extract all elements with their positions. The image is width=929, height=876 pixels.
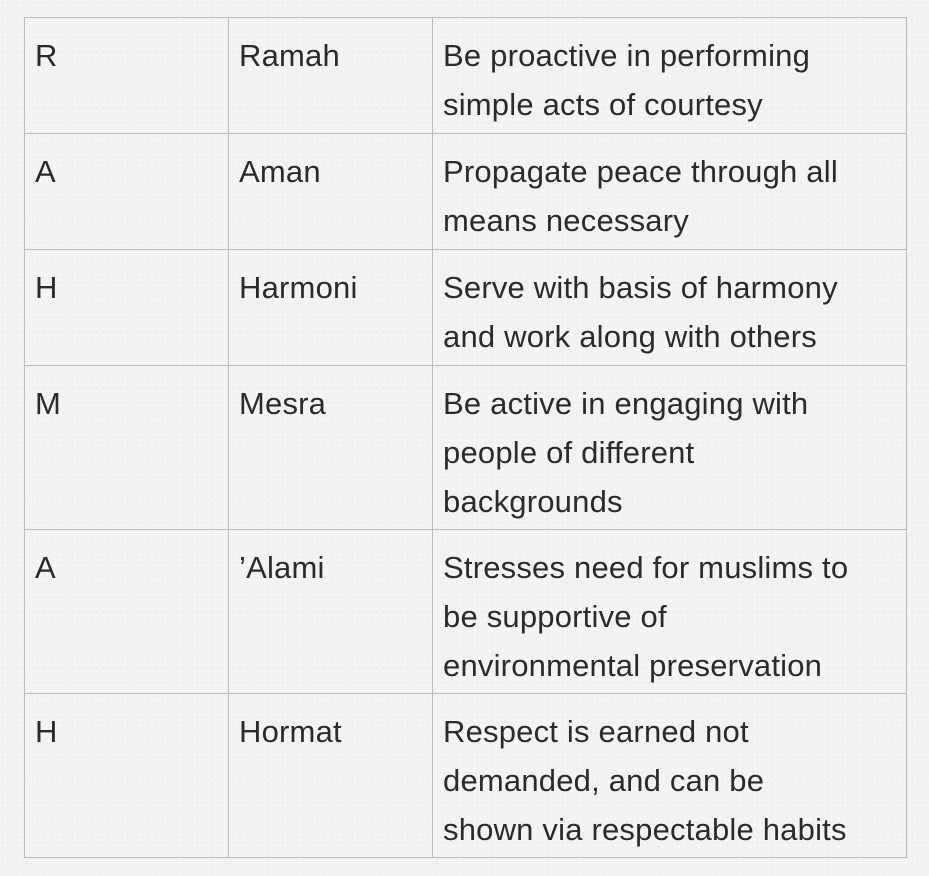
letter-cell: A (25, 134, 229, 250)
table-row (25, 530, 907, 694)
description-line: be supportive of (443, 599, 667, 634)
description-line: and work along with others (443, 319, 817, 354)
table-row (25, 250, 907, 366)
description-line: backgrounds (443, 484, 623, 519)
description-line: means necessary (443, 203, 689, 238)
description-cell (433, 18, 907, 134)
letter-cell: M (25, 366, 229, 530)
values-table (24, 17, 907, 858)
table-row (25, 134, 907, 250)
term-cell: Hormat (229, 694, 433, 858)
term-cell: Aman (229, 134, 433, 250)
description-cell (433, 694, 907, 858)
description-cell (433, 250, 907, 366)
letter-cell: H (25, 250, 229, 366)
term-cell: ’Alami (229, 530, 433, 694)
letter-cell: H (25, 694, 229, 858)
letter-cell: R (25, 18, 229, 134)
term-cell: Harmoni (229, 250, 433, 366)
description-line: Be active in engaging with (443, 386, 809, 421)
term-cell: Mesra (229, 366, 433, 530)
table-row (25, 366, 907, 530)
description-cell (433, 366, 907, 530)
description-line: demanded, and can be (443, 763, 765, 798)
description-line: Be proactive in performing (443, 38, 811, 73)
table-row (25, 694, 907, 858)
description-cell (433, 530, 907, 694)
description-line: Stresses need for muslims to (443, 550, 849, 585)
description-line: shown via respectable habits (443, 812, 847, 847)
description-line: Propagate peace through all (443, 154, 838, 189)
term-cell: Ramah (229, 18, 433, 134)
description-line: Respect is earned not (443, 714, 749, 749)
table-row (25, 18, 907, 134)
description-line: Serve with basis of harmony (443, 270, 838, 305)
description-line: simple acts of courtesy (443, 87, 763, 122)
description-cell (433, 134, 907, 250)
letter-cell: A (25, 530, 229, 694)
description-line: environmental preservation (443, 648, 823, 683)
description-line: people of different (443, 435, 695, 470)
